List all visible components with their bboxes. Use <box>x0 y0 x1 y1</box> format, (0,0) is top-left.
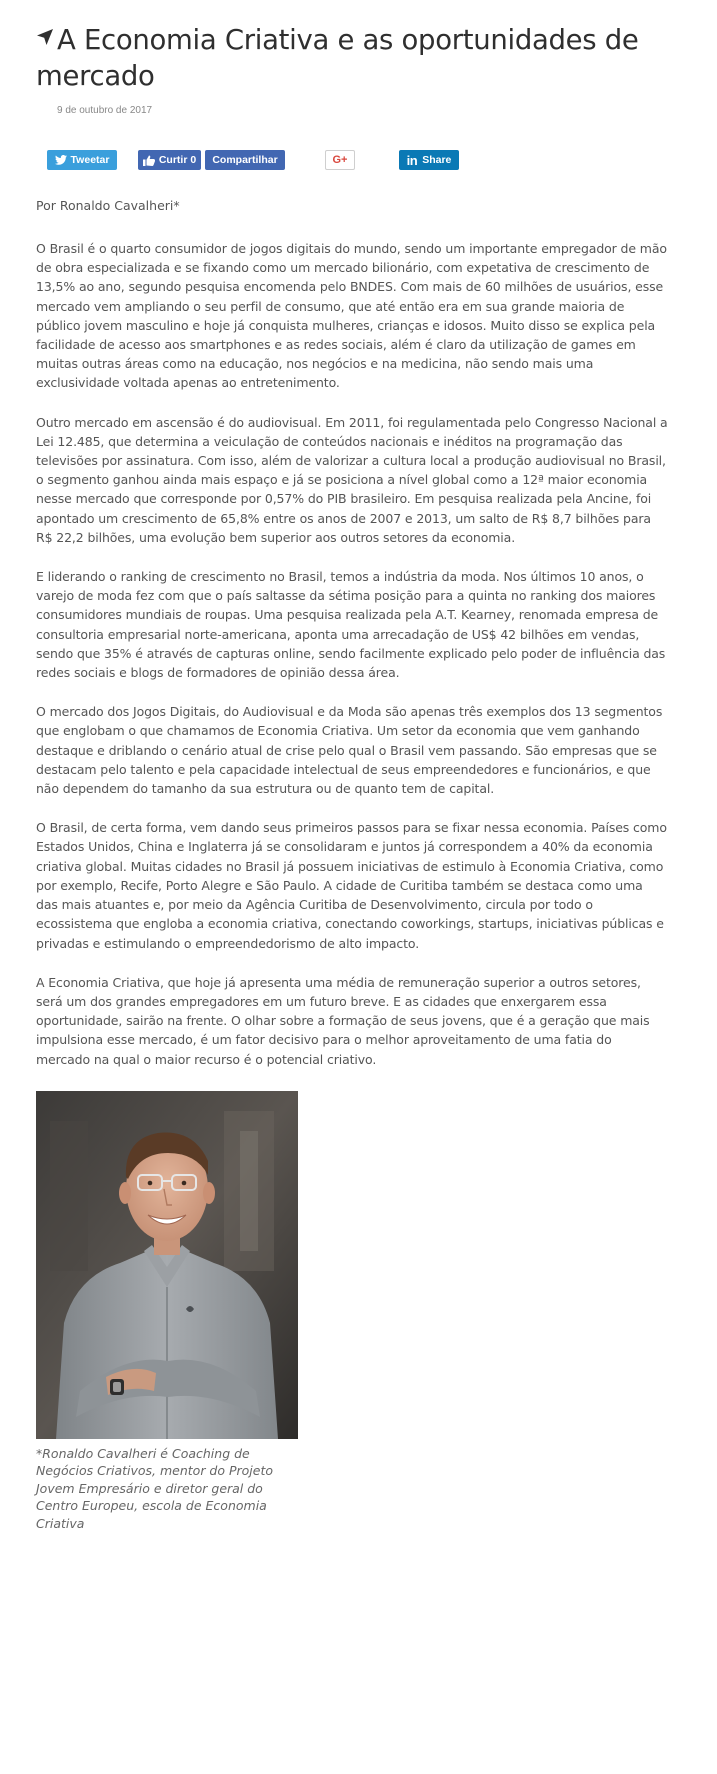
social-share-bar <box>47 150 676 172</box>
article-byline: Por Ronaldo Cavalheri* <box>36 198 180 213</box>
article-paragraph: O mercado dos Jogos Digitais, do Audiovisual e da Moda são apenas três exemplos dos 13 segmentos que englobam o que chamamos de Economia Criativa. Um setor da economia que vem ganhando destaque e driblando o cenário atual de crise pelo qual o Brasil vem passando. São empresas que se destacam pelo talento e pela capacidade intelectual de seus empreendedores e funcionários, e que não dependem do tamanho da sua estrutura ou de quanto tem de capital. <box>36 704 663 797</box>
facebook-like-button[interactable] <box>138 150 201 170</box>
tweet-button[interactable] <box>47 150 117 170</box>
article-date: 9 de outubro de 2017 <box>57 105 153 116</box>
google-plus-label: G+ <box>332 154 348 166</box>
tweet-button-label: Tweetar <box>70 154 110 166</box>
article-title-text: A Economia Criativa e as oportunidades de mercado <box>36 24 639 92</box>
article <box>36 22 676 1532</box>
facebook-share-label: Compartilhar <box>212 154 278 166</box>
article-paragraph: Outro mercado em ascensão é do audiovisual. Em 2011, foi regulamentada pelo Congresso Nacional a Lei 12.485, que determina a veiculação de conteúdos nacionais e inéditos na programação das televisões por assinatura. Com isso, além de valorizar a cultura local a produção audiovisual no Brasil, o segmento ganhou ainda mais espaço e já se posiciona a nível global como a 12ª maior economia nesse mercado que corresponde por 0,57% do PIB brasileiro. Em pesquisa realizada pela Ancine, foi apontado um crescimento de 65,8% entre os anos de 2007 e 2013, um salto de R$ 8,7 bilhões para R$ 22,2 bilhões, uma evolução bem superior aos outros setores da economia. <box>36 414 668 545</box>
linkedin-share-label: Share <box>422 154 452 166</box>
article-paragraph: O Brasil é o quarto consumidor de jogos digitais do mundo, sendo um importante empregador de mão de obra especializada e se fixando como um mercado bilionário, com expetativa de crescimento de 13,5% ao ano, segundo pesquisa encomenda pelo BNDES. Com mais de 60 milhões de usuários, esse mercado vem ampliando o seu perfil de consumo, que até então era em sua grande maioria de público jovem masculino e hoje já conquista mulheres, crianças e idosos. Muito disso se explica pela facilidade de acesso aos smartphones e as redes sociais, além é claro da utilização de games em muitas outras áreas como na educação, nos negócios e na medicina, não sendo mais uma exclusividade voltada apenas ao entretenimento. <box>36 241 667 391</box>
author-caption: *Ronaldo Cavalheri é Coaching de Negócios Criativos, mentor do Projeto Jovem Empresário e diretor geral do Centro Europeu, escola de Economia Criativa <box>36 1445 274 1531</box>
thumbs-up-icon <box>143 155 159 166</box>
article-title <box>36 22 676 94</box>
twitter-bird-icon <box>55 155 71 165</box>
linkedin-share-button[interactable] <box>399 150 459 170</box>
article-paragraph: A Economia Criativa, que hoje já apresenta uma média de remuneração superior a outros setores, será um dos grandes empregadores em um futuro breve. E as cidades que enxergarem essa oportunidade, sairão na frente. O olhar sobre a formação de seus jovens, que é a geração que mais impulsiona esse mercado, é um fator decisivo para o melhor aproveitamento de uma fatia do mercado na qual o maior recurso é o potencial criativo. <box>36 974 650 1067</box>
article-body <box>36 239 668 1069</box>
location-arrow-icon <box>36 28 54 46</box>
article-paragraph: O Brasil, de certa forma, vem dando seus primeiros passos para se fixar nessa economia. Países como Estados Unidos, China e Inglaterra já se consolidaram e juntos já correspondem a 40% da economia criativa global. Muitas cidades no Brasil já possuem iniciativas de estimulo à Economia Criativa, como por exemplo, Recife, Porto Alegre e São Paulo. A cidade de Curitiba também se destaca como uma das mais atuantes e, por meio da Agência Curitiba de Desenvolvimento, circula por todo o ecossistema que engloba a economia criativa, conectando coworkings, startups, iniciativas públicas e privadas e estimulando o empreendedorismo de alto impacto. <box>36 820 667 951</box>
author-figure <box>36 1091 298 1533</box>
linkedin-icon: in <box>406 152 418 168</box>
article-paragraph: E liderando o ranking de crescimento no Brasil, temos a indústria da moda. Nos últimos 10 anos, o varejo de moda fez com que o país saltasse da sétima posição para a quinta no ranking dos maiores consumidores mundiais de roupas. Uma pesquisa realizada pela A.T. Kearney, renomada empresa de consultoria empresarial norte-americana, aponta uma arrecadação de US$ 42 bilhões em vendas, sendo que 35% é através de capturas online, sendo facilmente explicado pelo poder de influência das redes sociais e blogs de formadores de opinião dessa área. <box>36 569 666 681</box>
author-portrait <box>36 1091 298 1439</box>
facebook-share-button[interactable] <box>205 150 285 170</box>
google-plus-button[interactable] <box>325 150 355 170</box>
facebook-like-label: Curtir 0 <box>158 154 197 166</box>
